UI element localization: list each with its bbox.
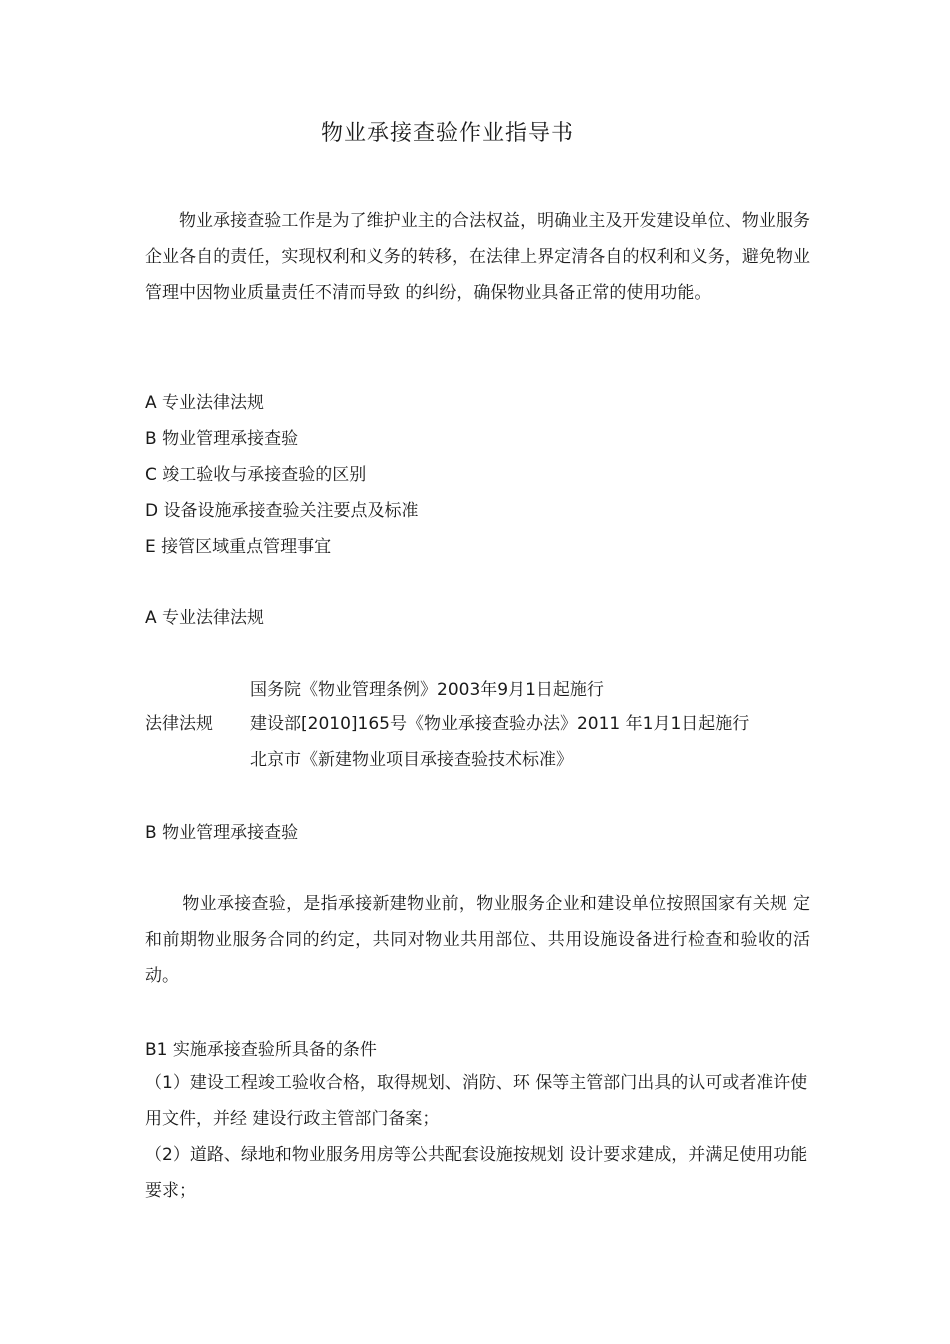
law-item-3: 北京市《新建物业项目承接查验技术标准》 (250, 750, 573, 770)
law-item-1: 国务院《物业管理条例》2003年9月1日起施行 (250, 680, 604, 700)
b1-heading: B1 实施承接查验所具备的条件 (145, 1040, 377, 1060)
intro-paragraph: 物业承接查验工作是为了维护业主的合法权益，明确业主及开发建设单位、物业服务企业各自的责任，实现权利和义务的转移，在法律上界定清各自的权利和义务，避免物业管理中因物业质量责任不清而导致 的纠纷，确保物业具备正常的使用功能。 (145, 211, 810, 303)
toc-item-e: E 接管区域重点管理事宜 (145, 537, 332, 557)
toc-item-a: A 专业法律法规 (145, 393, 265, 413)
b1-condition-2: （2）道路、绿地和物业服务用房等公共配套设施按规划 设计要求建成，并满足使用功能要求； (145, 1145, 808, 1201)
b1-condition-1: （1）建设工程竣工验收合格，取得规划、消防、环 保等主管部门出具的认可或者准许使用文件，并经 建设行政主管部门备案； (145, 1073, 808, 1129)
law-item-2: 建设部[2010]165号《物业承接查验办法》2011 年1月1日起施行 (250, 714, 750, 734)
document-title: 物业承接查验作业指导书 (320, 121, 574, 146)
section-a-heading: A 专业法律法规 (145, 608, 265, 628)
toc-item-b: B 物业管理承接查验 (145, 429, 299, 449)
section-b-heading: B 物业管理承接查验 (145, 823, 299, 843)
law-label: 法律法规 (145, 714, 213, 734)
toc-item-d: D 设备设施承接查验关注要点及标准 (145, 501, 419, 521)
section-b-definition: 物业承接查验，是指承接新建物业前，物业服务企业和建设单位按照国家有关规 定和前期物业服务合同的约定，共同对物业共用部位、共用设施设备进行检查和验收的活动。 (145, 894, 810, 986)
toc-item-c: C 竣工验收与承接查验的区别 (145, 465, 367, 485)
